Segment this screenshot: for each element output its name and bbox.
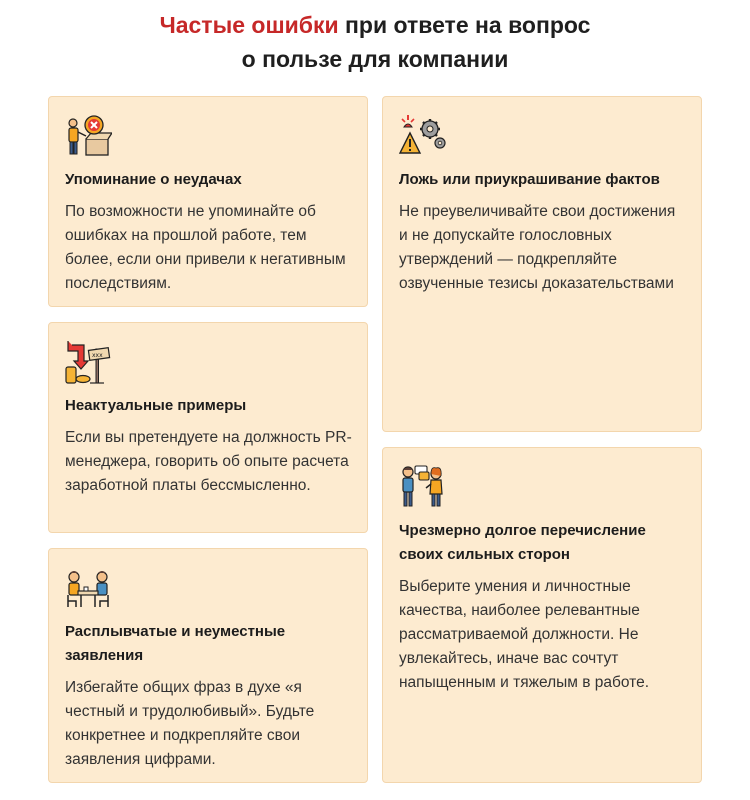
title-accent: Частые ошибки xyxy=(159,12,339,38)
card-heading: Расплывчатые и неуместные заявления xyxy=(65,623,286,664)
person-box-error-icon xyxy=(64,111,112,159)
card-vague-statements xyxy=(48,548,368,783)
card-long-strengths xyxy=(382,447,702,783)
card-heading: Неактуальные примеры xyxy=(65,397,247,414)
two-people-talking-icon xyxy=(398,462,446,510)
card-heading: Ложь или приукрашивание фактов xyxy=(399,171,660,188)
svg-text:xxx: xxx xyxy=(92,352,103,359)
card-text: Выберите умения и личностные качества, наиболее релевантные рассматриваемой должности. Не увлекайтесь, иначе вас сочтут напыщенным и тяжелым в работе. xyxy=(399,578,650,691)
coins-down-arrow-sign-icon xyxy=(64,337,112,385)
title-line-1 xyxy=(0,8,750,42)
card-irrelevant-examples xyxy=(48,322,368,533)
card-text: По возможности не упоминайте об ошибках на прошлой работе, тем более, если они привели к негативным последствиям. xyxy=(65,203,346,292)
card-text: Избегайте общих фраз в духе «я честный и трудолюбивый». Будьте конкретнее и подкрепляйте свои заявления цифрами. xyxy=(65,679,315,768)
title-line-1-rest: при ответе на вопрос xyxy=(338,12,591,38)
card-mentioning-failures xyxy=(48,96,368,307)
people-at-table-icon xyxy=(64,563,112,611)
title-line-2: о пользе для компании xyxy=(241,46,509,72)
card-text: Если вы претендуете на должность PR-менеджера, говорить об опыте расчета заработной платы бессмысленно. xyxy=(65,429,352,494)
warning-gears-icon xyxy=(398,111,446,159)
card-heading: Упоминание о неудачах xyxy=(65,171,242,188)
page-title xyxy=(0,8,750,76)
card-text: Не преувеличивайте свои достижения и не допускайте голословных утверждений — подкрепляйте озвученные тезисы доказательствами xyxy=(399,203,676,292)
card-lies-embellishment xyxy=(382,96,702,432)
card-heading: Чрезмерно долгое перечисление своих сильных сторон xyxy=(399,522,646,563)
